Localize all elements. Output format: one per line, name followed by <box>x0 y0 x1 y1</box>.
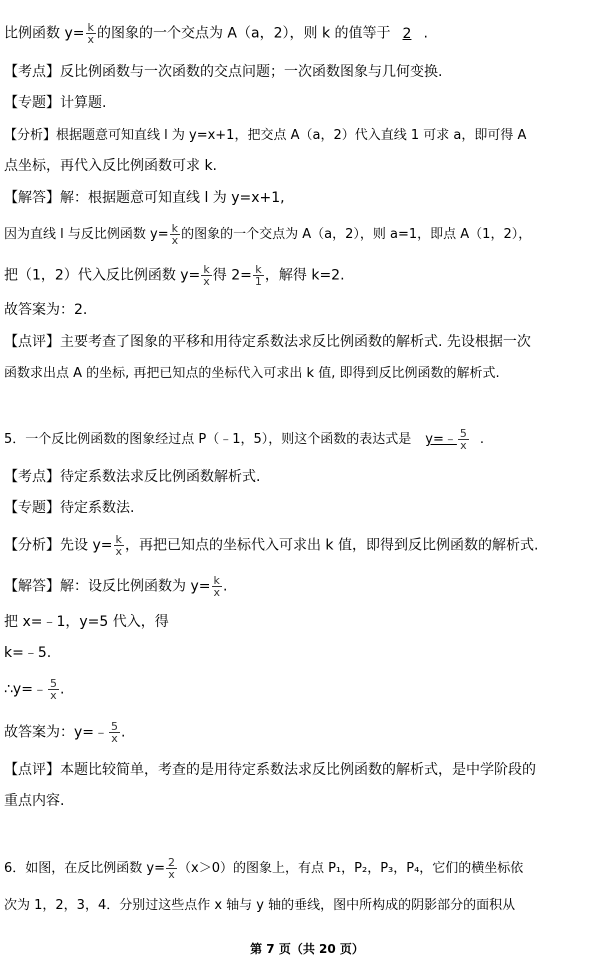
p4-kaodian: 【考点】反比例函数与一次函数的交点问题；一次函数图象与几何变换. <box>4 64 443 80</box>
fraction: $\frac{2}{x}$ <box>168 856 175 881</box>
p5-zhuanti: 【专题】待定系数法. <box>4 500 135 516</box>
fraction: $\frac{5}{x}$ <box>49 677 57 702</box>
fraction: $\frac{k}{x}$ <box>87 21 94 46</box>
p5-step-3: ∴y=﹣ $\frac{5}{x}$ . <box>4 677 65 702</box>
p4-fenxi-2: 点坐标，再代入反比例函数可求 k. <box>4 158 218 174</box>
p6-question-2: 次为 1，2，3，4．分别过这些点作 x 轴与 y 轴的垂线，图中所构成的阴影部分的面积从 <box>4 898 516 913</box>
answer-blank: 2 <box>402 25 412 42</box>
fraction: $\frac{5}{x}$ <box>459 427 467 452</box>
p5-kaodian: 【考点】待定系数法求反比例函数解析式. <box>4 469 261 485</box>
fraction: $\frac{k}{x}$ <box>203 263 210 288</box>
p4-jieda-1: 【解答】解：根据题意可知直线 l 为 y=x+1, <box>4 190 285 206</box>
p5-dianping-1: 【点评】本题比较简单，考查的是用待定系数法求反比例函数的解析式，是中学阶段的 <box>4 762 536 778</box>
fraction: $\frac{k}{x}$ <box>213 574 220 599</box>
fraction: $\frac{k}{1}$ <box>254 263 262 288</box>
p5-step-2: k=﹣5. <box>4 645 52 661</box>
p4-dianping-1: 【点评】主要考查了图象的平移和用待定系数法求反比例函数的解析式. 先设根据一次 <box>4 334 531 350</box>
p4-zhuanti: 【专题】计算题. <box>4 95 107 111</box>
fraction: $\frac{k}{x}$ <box>171 222 179 247</box>
p5-answer: 故答案为：y=﹣ $\frac{5}{x}$ . <box>4 720 126 745</box>
p4-fenxi-1: 【分析】根据题意可知直线 l 为 y=x+1，把交点 A（a，2）代入直线 1 可求 a，即可得 A <box>4 128 527 143</box>
p6-question-1: 6．如图，在反比例函数 y= $\frac{2}{x}$ （x＞0）的图象上，有点 P₁，P₂，P₃，P₄，它们的横坐标依 <box>4 856 524 881</box>
answer-blank: y=﹣ $\frac{5}{x}$ <box>425 427 467 452</box>
p5-dianping-2: 重点内容. <box>4 793 65 809</box>
fraction: $\frac{5}{x}$ <box>111 720 119 745</box>
p4-jieda-3: 把（1，2）代入反比例函数 y= $\frac{k}{x}$ 得 2= $\frac{k}{1}$ ，解得 k=2. <box>4 263 345 288</box>
p5-fenxi: 【分析】先设 y= $\frac{k}{x}$ ，再把已知点的坐标代入可求出 k 值，即得到反比例函数的解析式. <box>4 533 539 558</box>
p4-dianping-2: 函数求出点 A 的坐标, 再把已知点的坐标代入可求出 k 值, 即得到反比例函数的解析式. <box>4 366 500 381</box>
p4-question: 比例函数 y= $\frac{k}{x}$ 的图象的一个交点为 A（a，2），则 k 的值等于 2 . <box>4 21 428 46</box>
p4-answer: 故答案为：2. <box>4 302 88 318</box>
p5-step-1: 把 x=﹣1，y=5 代入，得 <box>4 614 169 630</box>
p5-jieda: 【解答】解：设反比例函数为 y= $\frac{k}{x}$ . <box>4 574 228 599</box>
page-footer: 第 7 页（共 20 页） <box>250 942 364 956</box>
p5-question: 5．一个反比例函数的图象经过点 P（﹣1，5），则这个函数的表达式是 y=﹣ $\frac{5}{x}$ . <box>4 427 485 452</box>
fraction: $\frac{k}{x}$ <box>115 533 122 558</box>
p4-jieda-2: 因为直线 l 与反比例函数 y= $\frac{k}{x}$ 的图象的一个交点为 A（a，2），则 a=1，即点 A（1，2）， <box>4 222 532 247</box>
